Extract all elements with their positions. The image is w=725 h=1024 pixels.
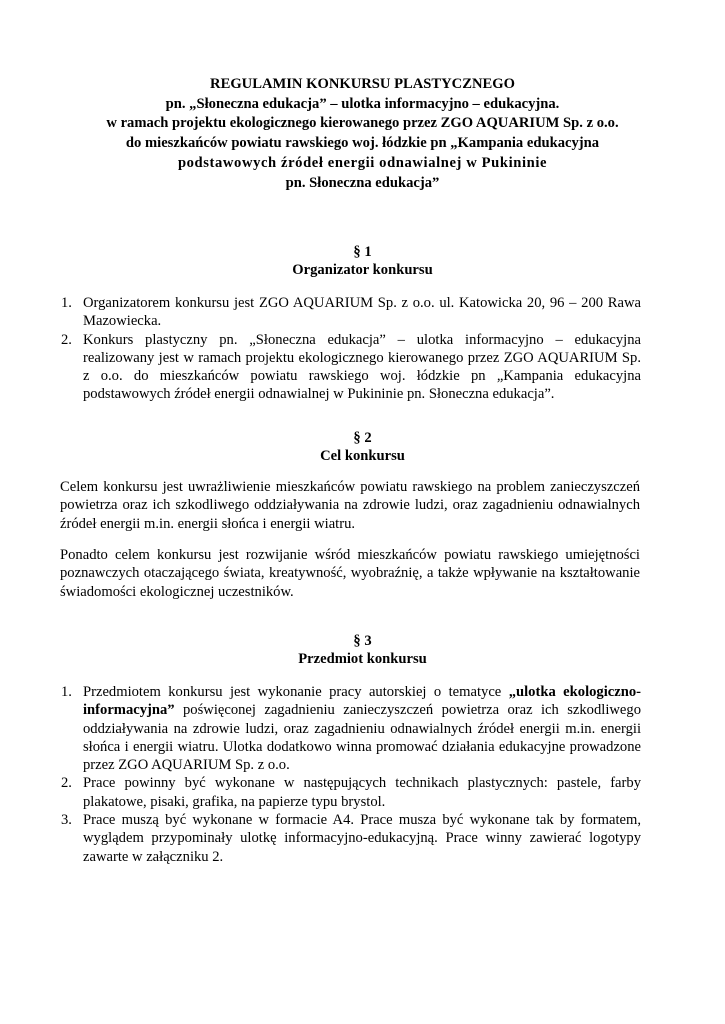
- list-item-number: 1.: [61, 684, 72, 700]
- list-item-number: 2.: [61, 331, 72, 348]
- header-recipients-line: do mieszkańców powiatu rawskiego woj. łódzkie pn „Kampania edukacyjna: [125, 135, 600, 152]
- list-item-text: Prace powinny być wykonane w następujących technikach plastycznych: pastele, farby plakatowe, pisaki, grafika, na papierze typu brystol.: [83, 775, 641, 810]
- section-1-list: [61, 294, 641, 404]
- list-item: [61, 811, 641, 866]
- section-2-heading: [60, 429, 665, 466]
- document-header: [60, 75, 665, 193]
- list-item-number: 2.: [61, 775, 72, 792]
- list-item-number: 1.: [61, 295, 72, 311]
- section-3-sign: § 3: [353, 633, 372, 649]
- list-item-text: Organizatorem konkursu jest ZGO AQUARIUM Sp. z o.o. ul. Katowicka 20, 96 – 200 Rawa Mazowiecka.: [83, 295, 641, 330]
- section-2-paragraph-2: Ponadto celem konkursu jest rozwijanie wśród mieszkańców powiatu rawskiego umiejętności poznawczych otaczającego świata, kreatywność, wyobraźnię, a także wpływanie na kształtowanie świadomości ekologicznej uczestników.: [60, 547, 640, 600]
- list-item: [61, 774, 641, 811]
- list-item: [61, 294, 641, 331]
- list-item-text: Konkurs plastyczny pn. „Słoneczna edukacja” – ulotka informacyjno – edukacyjna realizowany jest w ramach projektu ekologicznego kierowanego przez ZGO AQUARIUM Sp. z o.o. do mieszkańców powiatu rawskiego woj. łódzkie pn „Kampania edukacyjna podstawowych źródeł energii odnawialnej w Pukininie pn. Słoneczna edukacja”.: [83, 331, 641, 403]
- list-item: [61, 331, 641, 404]
- header-subtitle: pn. „Słoneczna edukacja” – ulotka informacyjno – edukacyjna.: [165, 95, 560, 112]
- section-1-sign: § 1: [353, 244, 372, 260]
- header-campaign-name: pn. Słoneczna edukacja”: [285, 174, 440, 191]
- section-1-heading: [60, 243, 665, 280]
- section-3-title: Przedmiot konkursu: [298, 651, 427, 668]
- section-3-heading: [60, 632, 665, 669]
- section-1-title: Organizator konkursu: [292, 262, 433, 279]
- list-item-text-rest: poświęconej zagadnieniu zanieczyszczeń powietrza oraz ich szkodliwego oddziaływania na zdrowie ludzi, oraz zagadnieniu odnawialnych źródeł energii m.in. energii słońca i energii wiatru. Ulotka dodatkowo winna promować działania edukacyjne prowadzone przez ZGO AQUARIUM Sp. z o.o.: [83, 702, 641, 774]
- list-item: [61, 683, 641, 774]
- section-2-title: Cel konkursu: [320, 448, 405, 465]
- header-title: REGULAMIN KONKURSU PLASTYCZNEGO: [210, 76, 515, 92]
- section-2-sign: § 2: [353, 430, 372, 446]
- header-campaign-line: podstawowych źródeł energii odnawialnej w Pukininie: [177, 154, 548, 171]
- list-item-text-bold: „ulotka ekologiczno-informacyjna”: [83, 684, 641, 719]
- list-item-number: 3.: [61, 812, 72, 829]
- section-2-paragraph-1: Celem konkursu jest uwrażliwienie mieszkańców powiatu rawskiego na problem zanieczyszczeń powietrza oraz ich szkodliwego oddziaływania na zdrowie ludzi, oraz zagadnieniu odnawialnych źródeł energii m.in. energii słońca i energii wiatru.: [60, 479, 640, 532]
- list-item-text-intro: Przedmiotem konkursu jest wykonanie pracy autorskiej o tematyce: [83, 684, 509, 700]
- list-item-text: Prace muszą być wykonane w formacie A4. Prace musza być wykonane tak by formatem, wyglądem przypominały ulotkę informacyjno-edukacyjną. Prace winny zawierać logotypy zawarte w załączniku 2.: [83, 812, 641, 865]
- section-3-list: [61, 683, 641, 866]
- header-project-line: w ramach projektu ekologicznego kierowanego przez ZGO AQUARIUM Sp. z o.o.: [106, 115, 619, 132]
